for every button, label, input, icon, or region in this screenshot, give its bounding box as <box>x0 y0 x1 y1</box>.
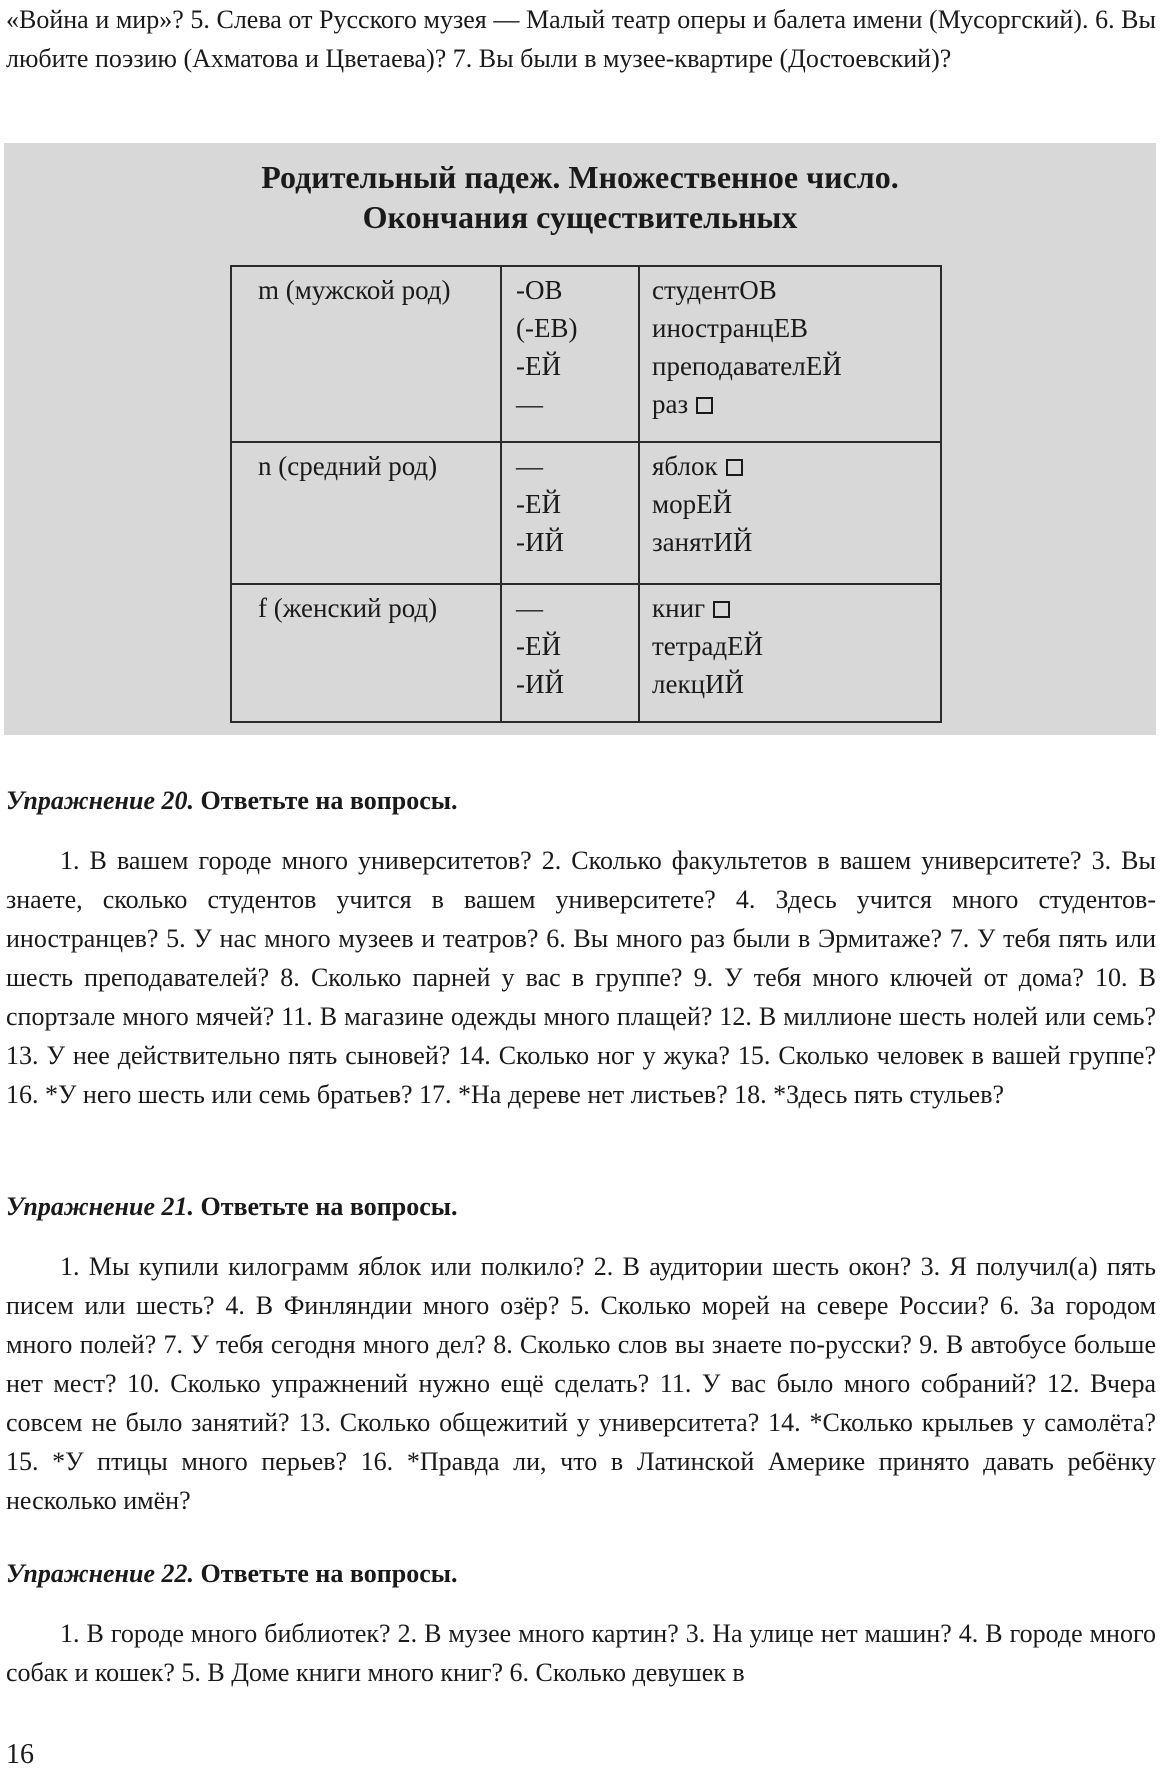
ending: (-ЕВ) <box>516 313 578 343</box>
zero-ending-square-icon <box>726 459 743 476</box>
table-row-feminine <box>231 584 941 722</box>
ending: -ЕЙ <box>516 489 561 519</box>
gender-cell <box>231 584 501 722</box>
examples-cell <box>639 442 941 584</box>
ending: -ОВ <box>516 275 563 305</box>
ending: — <box>516 593 543 623</box>
example-word-zero-ending <box>652 447 928 485</box>
example-word: морЕЙ <box>652 489 733 519</box>
example-word: преподавателЕЙ <box>652 351 842 381</box>
ending: -ЕЙ <box>516 351 561 381</box>
example-word: раз <box>652 389 689 419</box>
zero-ending-square-icon <box>713 601 730 618</box>
endings-cell <box>501 584 639 722</box>
exercise-22-heading <box>6 1556 458 1592</box>
exercise-number: Упражнение 21. <box>6 1192 194 1221</box>
exercise-task: Ответьте на вопросы. <box>200 786 458 815</box>
exercise-20-heading <box>6 783 458 819</box>
table-row-neuter <box>231 442 941 584</box>
exercise-number: Упражнение 20. <box>6 786 194 815</box>
endings-cell <box>501 442 639 584</box>
grammar-title-line-1: Родительный падеж. Множественное число. <box>261 159 899 195</box>
gender-label: n (средний род) <box>258 451 438 481</box>
exercise-task: Ответьте на вопросы. <box>200 1192 458 1221</box>
exercise-21-text: 1. Мы купили килограмм яблок или полкило? 2. В аудитории шесть окон? 3. Я получил(а) пять писем или шесть? 4. В Финляндии много озёр? 5. Сколько морей на севере России? 6. За городом много полей? 7. У тебя сегодня много дел? 8. Сколько слов вы знаете по-русски? 9. В автобусе больше нет мест? 10. Сколько упражнений нужно ещё сделать? 11. У вас было много собраний? 12. Вчера совсем не было занятий? 13. Сколько общежитий у университета? 14. *Сколько крыльев у самолёта? 15. *У птицы много перьев? 16. *Правда ли, что в Латинской Америке принято давать ребёнку несколько имён? <box>6 1252 1156 1515</box>
exercise-22-text: 1. В городе много библиотек? 2. В музее много картин? 3. На улице нет машин? 4. В городе много собак и кошек? 5. В Доме книги много книг? 6. Сколько девушек в <box>6 1619 1156 1687</box>
ending: -ЕЙ <box>516 631 561 661</box>
exercise-20-text: 1. В вашем городе много университетов? 2. Сколько факультетов в вашем университете? 3. Вы знаете, сколько студентов учится в вашем университете? 4. Здесь учится много студентов-иностранцев? 5. У нас много музеев и театров? 6. Вы много раз были в Эрмитаже? 7. У тебя пять или шесть преподавателей? 8. Сколько парней у вас в группе? 9. У тебя много ключей от дома? 10. В спортзале много мячей? 11. В магазине одежды много плащей? 12. В миллионе шесть нолей или семь? 13. У нее действительно пять сыновей? 14. Сколько ног у жука? 15. Сколько человек в вашей группе? 16. *У него шесть или семь братьев? 17. *На дереве нет листьев? 18. *Здесь пять стульев? <box>6 846 1156 1109</box>
example-word: книг <box>652 593 706 623</box>
example-word: яблок <box>652 451 718 481</box>
exercise-number: Упражнение 22. <box>6 1559 194 1588</box>
example-word: студентОВ <box>652 275 777 305</box>
gender-label: f (женский род) <box>258 593 438 623</box>
ending: — <box>516 389 543 419</box>
table-row-masculine <box>231 266 941 442</box>
gender-label: m (мужской род) <box>258 275 451 305</box>
example-word-zero-ending <box>652 385 928 423</box>
grammar-title-line-2: Окончания существительных <box>362 199 798 235</box>
ending: — <box>516 451 543 481</box>
example-word: занятИЙ <box>652 527 753 557</box>
examples-cell <box>639 584 941 722</box>
gender-cell <box>231 266 501 442</box>
intro-paragraph: «Война и мир»? 5. Слева от Русского музея — Малый театр оперы и балета имени (Мусоргский). 6. Вы любите поэзию (Ахматова и Цветаева)? 7. Вы были в музее-квартире (Достоевский)? <box>6 5 1156 73</box>
exercise-task: Ответьте на вопросы. <box>200 1559 458 1588</box>
example-word: иностранцЕВ <box>652 313 809 343</box>
ending: -ИЙ <box>516 669 564 699</box>
example-word: тетрадЕЙ <box>652 631 764 661</box>
endings-cell <box>501 266 639 442</box>
example-word-zero-ending <box>652 589 928 627</box>
zero-ending-square-icon <box>696 397 713 414</box>
exercise-21-heading <box>6 1189 458 1225</box>
example-word: лекцИЙ <box>652 669 745 699</box>
page-number: 16 <box>6 1739 34 1770</box>
ending: -ИЙ <box>516 527 564 557</box>
examples-cell <box>639 266 941 442</box>
grammar-box <box>4 143 1156 735</box>
grammar-box-title <box>4 157 1156 237</box>
endings-table <box>230 265 942 723</box>
gender-cell <box>231 442 501 584</box>
